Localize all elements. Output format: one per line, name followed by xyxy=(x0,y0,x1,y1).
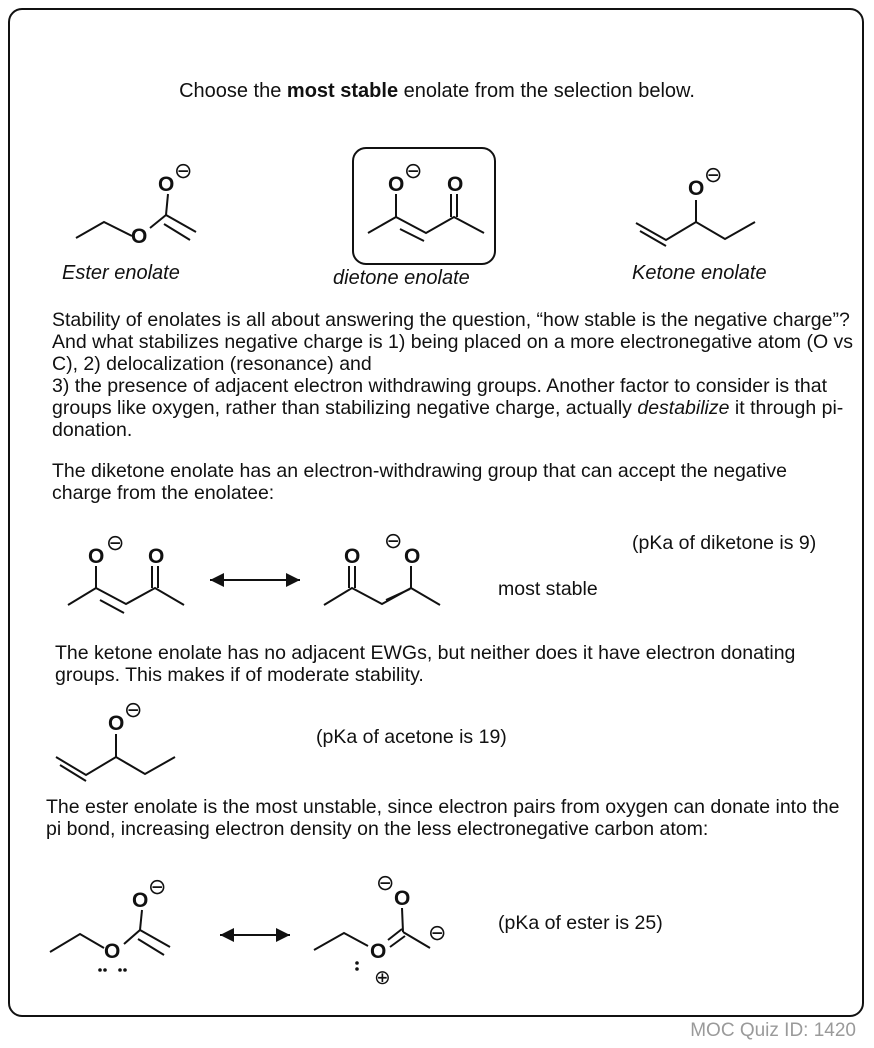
svg-text:⊖: ⊖ xyxy=(148,874,167,899)
svg-text:O: O xyxy=(104,940,121,963)
option-label-ketone: Ketone enolate xyxy=(632,262,767,284)
svg-text:⊖: ⊖ xyxy=(376,870,395,895)
svg-text:O: O xyxy=(88,545,105,568)
quiz-id-footer: MOC Quiz ID: 1420 xyxy=(690,1020,856,1041)
explanation-paragraph-4: The ester enolate is the most unstable, since electron pairs from oxygen can donate into the pi bond, increasing electron density on the less electronegative carbon atom: xyxy=(46,796,840,840)
svg-text:⊖: ⊖ xyxy=(106,530,125,555)
explanation-paragraph-3: The ketone enolate has no adjacent EWGs, but neither does it have electron donating groups. This makes if of moderate stability. xyxy=(55,642,796,686)
pka-acetone: (pKa of acetone is 19) xyxy=(316,726,507,748)
option-label-diketone: dietone enolate xyxy=(333,267,470,289)
svg-text:O: O xyxy=(148,545,165,568)
svg-text:O: O xyxy=(132,889,149,912)
most-stable-label: most stable xyxy=(498,578,598,600)
ester-carbonyl-oxygen: O xyxy=(158,173,175,196)
ester-charge: ⊖ xyxy=(174,158,193,183)
pka-diketone: (pKa of diketone is 9) xyxy=(632,532,817,554)
option-label-ester: Ester enolate xyxy=(62,262,180,284)
selected-answer-box[interactable] xyxy=(352,147,496,265)
svg-text:O: O xyxy=(688,177,705,200)
svg-text:⊖: ⊖ xyxy=(428,920,447,945)
svg-text:O: O xyxy=(404,545,421,568)
svg-text:O: O xyxy=(394,887,411,910)
svg-text:⊖: ⊖ xyxy=(704,162,723,187)
svg-text:O: O xyxy=(447,173,464,196)
svg-text:⊕: ⊕ xyxy=(374,967,391,989)
svg-text:⊖: ⊖ xyxy=(404,158,423,183)
svg-text:O: O xyxy=(108,712,125,735)
explanation-paragraph-2: The diketone enolate has an electron-withdrawing group that can accept the negative charge from the enolatee: xyxy=(52,460,787,504)
question-text: Choose the most stable enolate from the selection below. xyxy=(179,80,695,102)
svg-text:O: O xyxy=(388,173,405,196)
explanation-paragraph-1: Stability of enolates is all about answering the question, “how stable is the negative charge”? And what stabilizes negative charge is 1) being placed on a more electronegative atom (O vs C), 2) delocalization (resonance) and 3) the presence of adjacent electron withdrawing groups. Another factor to consider is that groups like oxygen, rather than stabilizing negative charge, actually destabilize it through pi-donation. xyxy=(52,309,854,441)
svg-text:⊖: ⊖ xyxy=(124,697,143,722)
svg-text:O: O xyxy=(344,545,361,568)
ester-ring-oxygen: O xyxy=(131,225,148,248)
svg-text:⊖: ⊖ xyxy=(384,528,403,553)
svg-text:O: O xyxy=(370,940,387,963)
pka-ester: (pKa of ester is 25) xyxy=(498,912,663,934)
